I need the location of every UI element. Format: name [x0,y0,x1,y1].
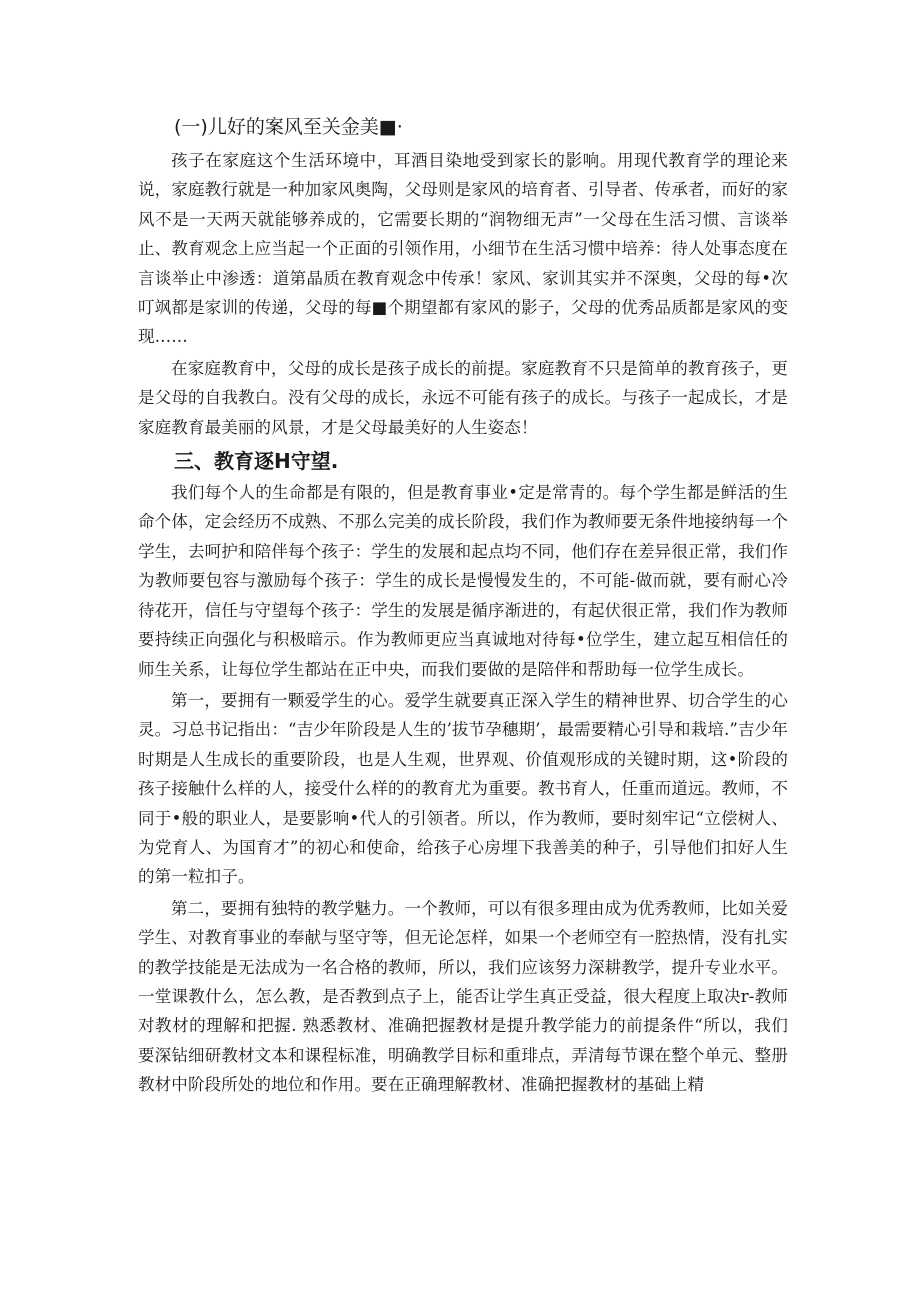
document-page [138,112,788,1102]
paragraph-family-style: 孩子在家庭这个生活环境中，耳酒目染地受到家长的影响。用现代教育学的理论来说，家庭教行就是一种加家风奥陶，父母则是家风的培育者、引导者、传承者，而好的家风不是一天两天就能够养成的，它需要长期的“润物细无声”一父母在生活习惯、言谈举止、教育观念上应当起一个正面的引领作用，小细节在生活习惯中培养：待人处事态度在言谈举止中渗透：道第晶质在教育观念中传承！家风、家训其实并不深奥，父母的每•次叮飒都是家训的传递，父母的每■个期望都有家风的影子，父母的优秀品质都是家风的变现…… [138,151,788,347]
paragraph-second-teaching-charm: 第二，要拥有独特的教学魅力。一个教师，可以有很多理由成为优秀教师，比如关爱学生、对教育事业的奉献与坚守等，但无论怎样，如果一个老师空有一腔热情，没有扎实的教学技能是无法成为一名合格的教师，所以，我们应该努力深耕教学，提升专业水平。一堂课教什么，怎么教，是否教到点子上，能否让学生真正受益，很大程度上取决r-教师对教材的理解和把握. 熟悉教材、准确把握教材是提升教学能力的前提条件“所以，我们要深钻细研教材文本和课程标准，明确教学目标和重琲点，弄清每节课在整个单元、整册教材中阶段所处的地位和作用。要在正确理解教材、准确把握教材的基础上精 [138,898,788,1095]
section-heading-family-style: (一)儿好的案风至关金美■· [174,116,403,138]
paragraph-education-lifelong: 我们每个人的生命都是有限的，但是教育事业•定是常青的。每个学生都是鲜活的生命个体，定会经历不成熟、不那么完美的成长阶段，我们作为教师要无条件地接纳每一个学生，去呵护和陪伴每个孩子：学生的发展和起点均不同，他们存在差异很正常，我们作为教师要包容与激励每个孩子：学生的成长是慢慢发生的，不可能-做而就，要有耐心冷待花开，信任与守望每个孩子：学生的发展是循序渐进的，有起伏很正常，我们作为教师要持续正向强化与积极暗示。作为教师更应当真诚地对待每•位学生，建立起互相信任的师生关系，让每位学生都站在正中央，而我们要做的是陪伴和帮助每一位学生成长。 [138,483,788,679]
paragraph-first-love-students: 第一，要拥有一颗爱学生的心。爱学生就要真正深入学生的精神世界、切合学生的心灵。习总书记指出：“吉少年阶段是人生的’拔节孕穗期’，最需要精心引导和栽培.”吉少年时期是人生成长的重要阶段，也是人生观，世界观、价值观形成的关键时期，这•阶段的孩子接触什么样的人，接受什么样的的教育尤为重要。教书育人，任重而道远。教师，不同于•般的职业人，是要影响•代人的引领者。所以，作为教师，要时刻牢记“立偿树人、为党育人、为国育才”的初心和使命，给孩子心房埋下我善美的种子，引导他们扣好人生的第一粒扣子。 [138,690,788,887]
section-heading-education-watch: 三、教育逐H守望. [174,449,339,474]
paragraph-parent-growth: 在家庭教育中，父母的成长是孩子成长的前提。家庭教育不只是简单的教育孩子，更是父母的自我教白。没有父母的成长，永远不可能有孩子的成长。与孩子一起成长，才是家庭教育最美丽的风景，才是父母最美好的人生姿态！ [138,358,788,437]
